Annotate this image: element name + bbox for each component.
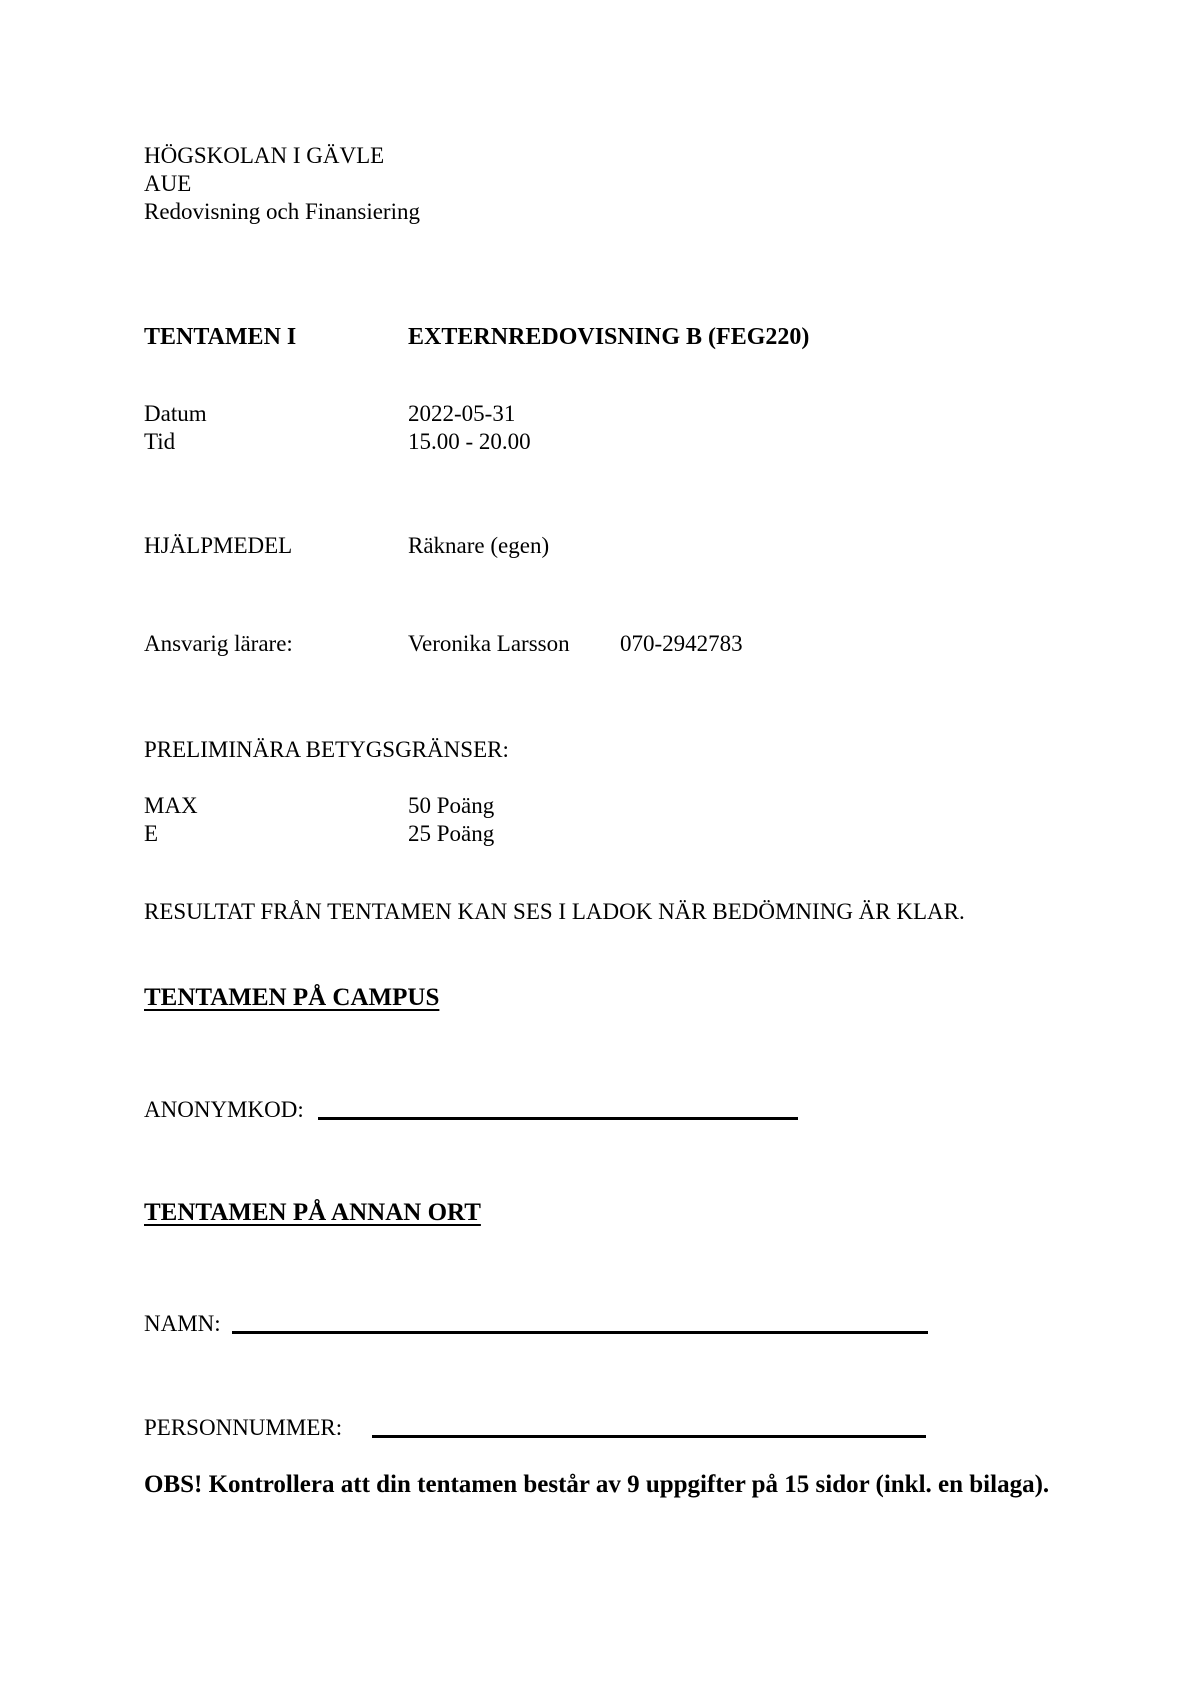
teacher-name: Veronika Larsson <box>408 631 570 656</box>
date-value: 2022-05-31 <box>408 401 516 426</box>
teacher-phone: 070-2942783 <box>620 631 743 656</box>
result-note: RESULTAT FRÅN TENTAMEN KAN SES I LADOK NÄR BEDÖMNING ÄR KLAR. <box>144 899 965 924</box>
time-label: Tid <box>144 429 176 454</box>
other-location-heading: TENTAMEN PÅ ANNAN ORT <box>144 1199 481 1226</box>
anonym-code-field[interactable] <box>318 1117 798 1120</box>
date-label: Datum <box>144 401 207 426</box>
course-title: EXTERNREDOVISNING B (FEG220) <box>408 324 810 350</box>
name-field[interactable] <box>232 1331 928 1334</box>
personal-number-field[interactable] <box>372 1435 926 1438</box>
anonym-code-label: ANONYMKOD: <box>144 1097 304 1122</box>
time-value: 15.00 - 20.00 <box>408 429 531 454</box>
grade-max-label: MAX <box>144 793 198 818</box>
campus-heading: TENTAMEN PÅ CAMPUS <box>144 984 440 1011</box>
department: AUE <box>144 171 192 196</box>
school-name: HÖGSKOLAN I GÄVLE <box>144 143 385 168</box>
name-label: NAMN: <box>144 1311 221 1336</box>
teacher-label: Ansvarig lärare: <box>144 631 293 656</box>
grade-e-label: E <box>144 821 159 846</box>
exam-label: TENTAMEN I <box>144 324 297 350</box>
subject-area: Redovisning och Finansiering <box>144 199 420 224</box>
grade-e-value: 25 Poäng <box>408 821 495 846</box>
obs-note: OBS! Kontrollera att din tentamen består av 9 uppgifter på 15 sidor (inkl. en bilaga). <box>144 1471 1050 1498</box>
grade-max-value: 50 Poäng <box>408 793 495 818</box>
grades-title: PRELIMINÄRA BETYGSGRÄNSER: <box>144 737 509 762</box>
personal-number-label: PERSONNUMMER: <box>144 1415 343 1440</box>
aids-value: Räknare (egen) <box>408 533 550 558</box>
aids-label: HJÄLPMEDEL <box>144 533 293 558</box>
